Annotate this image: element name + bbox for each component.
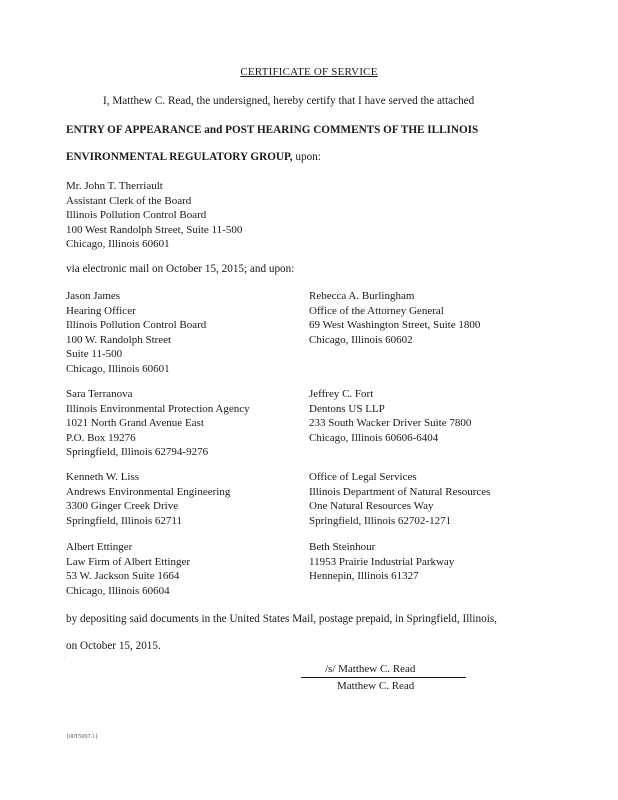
address-line: Beth Steinhour: [309, 541, 376, 553]
mail-service-line: by depositing said documents in the United States Mail, postage prepaid, in Springfield, Illinois,: [66, 613, 497, 625]
recipient-block-jeffrey-fort: [309, 387, 471, 445]
address-line: 69 West Washington Street, Suite 1800: [309, 319, 481, 331]
margin-mark: ·: [46, 117, 48, 122]
recipient-block-albert-ettinger: [66, 540, 190, 598]
address-line: Mr. John T. Therriault: [66, 180, 163, 192]
served-documents-line-2: [66, 150, 321, 165]
recipient-block-sara-terranova: [66, 387, 250, 460]
served-documents-upon: upon:: [292, 151, 321, 163]
address-line: Hearing Officer: [66, 304, 136, 317]
address-line: Jeffrey C. Fort: [309, 388, 374, 400]
electronic-signature: /s/ Matthew C. Read: [325, 663, 416, 675]
recipient-block-beth-steinhour: [309, 540, 454, 584]
document-title: CERTIFICATE OF SERVICE: [240, 66, 378, 78]
recipient-block-jason-james: [66, 289, 206, 376]
primary-recipient-block: [66, 179, 242, 252]
address-line: Illinois Pollution Control Board: [66, 319, 207, 331]
address-line: Rebecca A. Burlingham: [309, 290, 415, 302]
signature-line: [301, 677, 466, 678]
address-line: Springfield, Illinois 62711: [66, 514, 183, 527]
address-line: Kenneth W. Liss: [66, 471, 140, 483]
address-line: Springfield, Illinois 62794-9276: [66, 446, 209, 458]
address-line: 1021 North Grand Avenue East: [66, 417, 204, 429]
recipient-block-kenneth-liss: [66, 470, 230, 528]
document-footer-code: {00T5097.1}: [66, 734, 98, 740]
address-line: Chicago, Illinois 60601: [66, 238, 170, 250]
address-line: Chicago, Illinois 60604: [66, 584, 170, 597]
address-line: Assistant Clerk of the Board: [66, 194, 192, 207]
address-line: Suite 11-500: [66, 348, 123, 360]
address-line: 233 South Wacker Driver Suite 7800: [309, 417, 472, 429]
address-line: Sara Terranova: [66, 388, 133, 400]
served-documents-line-1: ENTRY OF APPEARANCE and POST HEARING COMMENTS OF THE ILLINOIS: [66, 124, 479, 136]
address-line: Illinois Department of Natural Resources: [309, 485, 491, 498]
address-line: Illinois Environmental Protection Agency: [66, 402, 250, 415]
address-line: One Natural Resources Way: [309, 500, 434, 512]
via-email-line: via electronic mail on October 15, 2015; and upon:: [66, 263, 295, 275]
address-line: Hennepin, Illinois 61327: [309, 570, 419, 582]
address-line: 100 West Randolph Street, Suite 11-500: [66, 223, 243, 236]
served-documents-group: ENVIRONMENTAL REGULATORY GROUP,: [66, 151, 293, 163]
address-line: 3300 Ginger Creek Drive: [66, 500, 179, 512]
address-line: Chicago, Illinois 60606-6404: [309, 431, 439, 444]
address-line: Dentons US LLP: [309, 402, 385, 415]
address-line: 11953 Prairie Industrial Parkway: [309, 555, 455, 568]
address-line: Office of the Attorney General: [309, 304, 444, 317]
address-line: Illinois Pollution Control Board: [66, 209, 207, 221]
address-line: Office of Legal Services: [309, 471, 417, 483]
address-line: Albert Ettinger: [66, 541, 133, 553]
margin-mark: ·: [64, 656, 66, 662]
recipient-block-rebecca-burlingham: [309, 289, 480, 347]
address-line: Jason James: [66, 290, 121, 302]
service-date-line: on October 15, 2015.: [66, 640, 161, 652]
address-line: 53 W. Jackson Suite 1664: [66, 570, 180, 582]
recipient-block-office-legal-services: [309, 470, 490, 528]
address-line: Chicago, Illinois 60602: [309, 333, 413, 346]
address-line: Chicago, Illinois 60601: [66, 362, 170, 375]
address-line: Springfield, Illinois 62702-1271: [309, 514, 452, 527]
signer-name: Matthew C. Read: [337, 680, 415, 692]
address-line: Andrews Environmental Engineering: [66, 485, 231, 498]
intro-paragraph: I, Matthew C. Read, the undersigned, hereby certify that I have served the attached: [103, 95, 475, 107]
address-line: Law Firm of Albert Ettinger: [66, 555, 191, 568]
address-line: 100 W. Randolph Street: [66, 333, 172, 346]
address-line: P.O. Box 19276: [66, 431, 136, 444]
